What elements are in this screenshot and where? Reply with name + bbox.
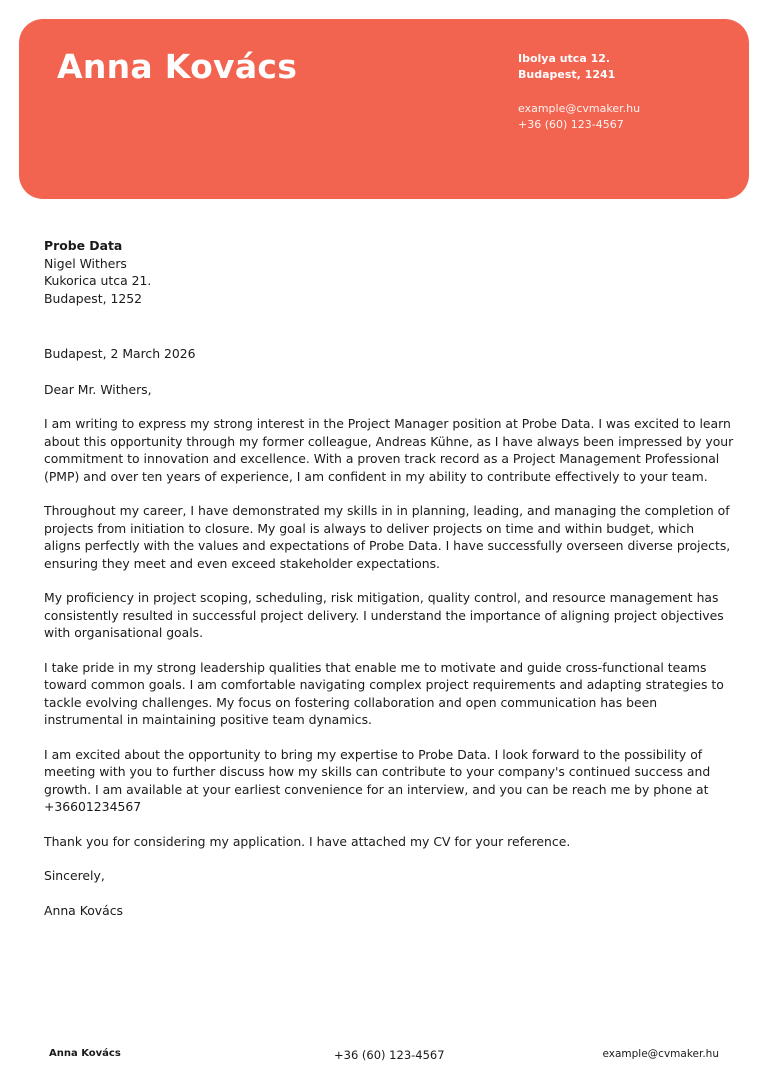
footer-phone: +36 (60) 123-4567 xyxy=(334,1048,445,1062)
paragraph-3: My proficiency in project scoping, scheduling, risk mitigation, quality control, and resource management has consistently resulted in successful project delivery. I understand the importance of aligning project objectives with organisational goals. xyxy=(44,590,724,640)
recipient-street: Kukorica utca 21. xyxy=(44,273,152,288)
header-phone: +36 (60) 123-4567 xyxy=(518,118,624,131)
letter-body xyxy=(44,237,734,919)
footer-email: example@cvmaker.hu xyxy=(602,1048,719,1060)
paragraph-5: I am excited about the opportunity to bring my expertise to Probe Data. I look forward to the possibility of meeting with you to further discuss how my skills can contribute to your company's continued success and growth. I am available at your earliest convenience for an interview, and you can be reach me by phone at +36601234567 xyxy=(44,746,711,814)
footer-name: Anna Kovács xyxy=(49,1048,121,1059)
address-line-2: Budapest, 1241 xyxy=(518,68,616,81)
recipient-person: Nigel Withers xyxy=(44,255,127,271)
applicant-name: Anna Kovács xyxy=(57,47,298,86)
header-email: example@cvmaker.hu xyxy=(518,102,641,115)
closing: Sincerely, xyxy=(44,868,105,883)
recipient-company: Probe Data xyxy=(44,238,123,253)
contact-block xyxy=(518,51,640,133)
paragraph-1: I am writing to express my strong interest in the Project Manager position at Probe Data. I was excited to learn about this opportunity through my former colleague, Andreas Kühne, as I have always been impressed by your commitment to innovation and excellence. With a proven track record as a Project Management Professional (PMP) and over ten years of experience, I am confident in my ability to contribute effectively to your team. xyxy=(44,416,734,484)
salutation: Dear Mr. Withers, xyxy=(44,381,152,397)
header-banner xyxy=(19,19,749,199)
recipient-block xyxy=(44,237,734,307)
signature-name: Anna Kovács xyxy=(44,902,123,918)
address-line-1: Ibolya utca 12. xyxy=(518,52,611,65)
paragraph-6: Thank you for considering my application. I have attached my CV for your reference. xyxy=(44,833,571,849)
paragraph-4: I take pride in my strong leadership qualities that enable me to motivate and guide cross-functional teams toward common goals. I am comfortable navigating complex project requirements and adapting strategies to tackle evolving challenges. My focus on fostering collaboration and open communication has been instrumental in maintaining positive team dynamics. xyxy=(44,659,724,727)
recipient-city: Budapest, 1252 xyxy=(44,290,143,306)
footer xyxy=(49,1048,719,1064)
paragraph-2: Throughout my career, I have demonstrated my skills in in planning, leading, and managing the completion of projects from initiation to closure. My goal is always to deliver projects on time and within budget, which aligns perfectly with the values and expectations of Probe Data. I have successfully overseen diverse projects, ensuring they meet and even exceed stakeholder expectations. xyxy=(44,503,731,571)
contact-spacer xyxy=(518,83,640,101)
place-date: Budapest, 2 March 2026 xyxy=(44,346,196,361)
